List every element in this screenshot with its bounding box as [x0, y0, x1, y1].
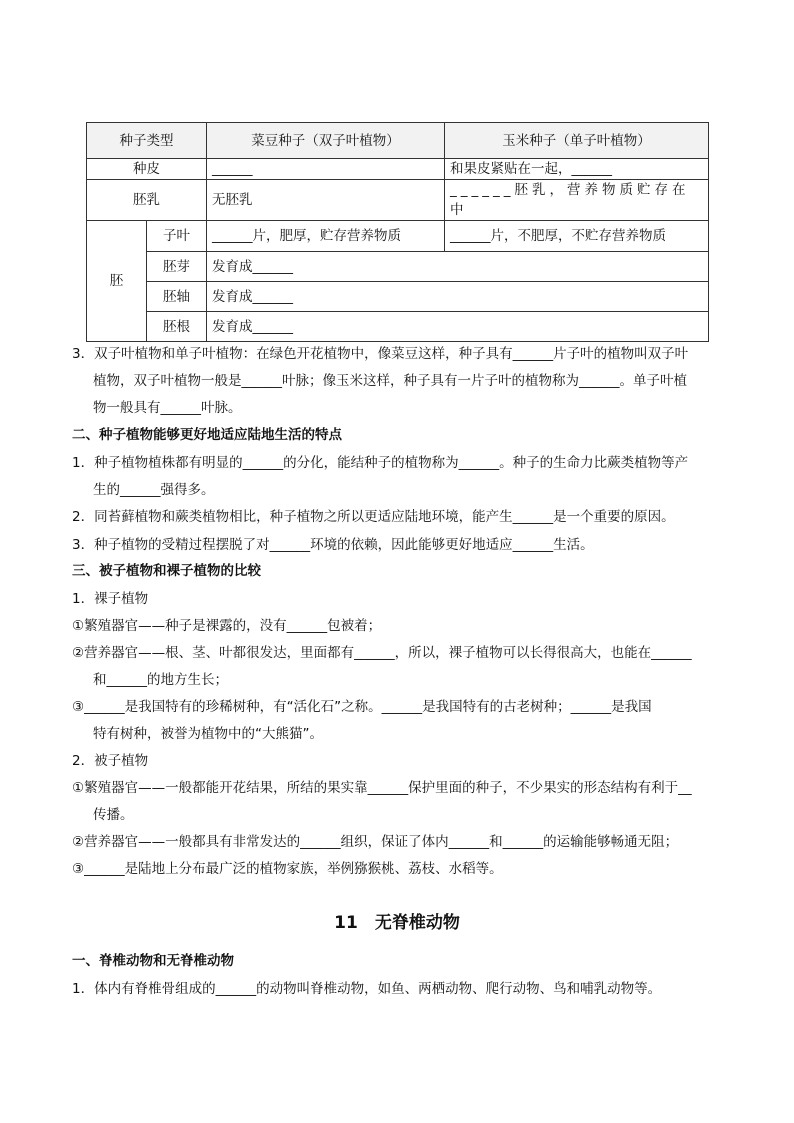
paragraph-line: ①繁殖器官——一般都能开花结果，所结的果实靠______保护里面的种子，不少果实的形态结构有利于__ [72, 780, 692, 796]
paragraph-line: ③______是陆地上分布最广泛的植物家族，举例猕猴桃、荔枝、水稻等。 [72, 861, 503, 877]
bean-endosperm: 无胚乳 [207, 180, 445, 221]
paragraph-line: 3．种子植物的受精过程摆脱了对______环境的依赖，因此能够更好地适应______生活。 [72, 537, 594, 553]
paragraph-line: 和______的地方生长； [93, 672, 228, 688]
bean-seed-coat: ______ [207, 159, 445, 180]
row-label-radicle: 胚根 [147, 312, 207, 342]
row-label-embryo: 胚 [87, 221, 147, 342]
row-label-endosperm: 胚乳 [87, 180, 207, 221]
paragraph-line: 3．双子叶植物和单子叶植物：在绿色开花植物中，像菜豆这样，种子具有______片子叶的植物叫双子叶 [72, 346, 689, 362]
hypocotyl-value: 发育成______ [207, 282, 709, 312]
table-header-row [87, 123, 709, 159]
paragraph-line: 传播。 [93, 807, 134, 823]
bean-cotyledon: ______片，肥厚，贮存营养物质 [207, 221, 445, 252]
corn-endosperm-line1: ______胚乳，营养物质贮存在 [450, 182, 690, 198]
corn-seed-coat: 和果皮紧贴在一起，______ [445, 159, 709, 180]
section-heading: 二、种子植物能够更好地适应陆地生活的特点 [72, 427, 342, 443]
row-label-plumule: 胚芽 [147, 252, 207, 282]
section-heading: 一、脊椎动物和无脊椎动物 [72, 953, 234, 969]
table-row-cotyledon [87, 221, 709, 252]
table-row-hypocotyl [87, 282, 709, 312]
row-label-seed-coat: 种皮 [87, 159, 207, 180]
paragraph-line: 2．同苔藓植物和蕨类植物相比，种子植物之所以更适应陆地环境，能产生______是一个重要的原因。 [72, 509, 675, 525]
paragraph-line: 1．体内有脊椎骨组成的______的动物叫脊椎动物，如鱼、两栖动物、爬行动物、鸟和哺乳动物等。 [72, 981, 662, 997]
plumule-value: 发育成______ [207, 252, 709, 282]
paragraph-line: 特有树种，被誉为植物中的“大熊猫”。 [93, 726, 323, 742]
header-corn-seed: 玉米种子（单子叶植物） [445, 123, 709, 159]
seed-comparison-table [86, 122, 709, 342]
table-row-endosperm [87, 180, 709, 221]
paragraph-line: ①繁殖器官——种子是裸露的，没有______包被着； [72, 618, 382, 634]
paragraph-line: ②营养器官——根、茎、叶都很发达，里面都有______，所以，裸子植物可以长得很高大，也能在______ [72, 645, 692, 661]
paragraph-line: 1．种子植物植株都有明显的______的分化，能结种子的植物称为______。种子的生命力比蕨类植物等产 [72, 455, 689, 471]
corn-endosperm [445, 180, 709, 221]
paragraph-line: 生的______强得多。 [93, 482, 215, 498]
table-row-seed-coat [87, 159, 709, 180]
chapter-title: 11 无脊椎动物 [334, 913, 460, 933]
paragraph-line: 植物，双子叶植物一般是______叶脉；像玉米这样，种子具有一片子叶的植物称为______。单子叶植 [93, 373, 687, 389]
header-bean-seed: 菜豆种子（双子叶植物） [207, 123, 445, 159]
row-label-hypocotyl: 胚轴 [147, 282, 207, 312]
paragraph-line: 1．裸子植物 [72, 591, 149, 607]
corn-endosperm-line2: 中 [450, 202, 464, 218]
header-seed-type: 种子类型 [87, 123, 207, 159]
paragraph-line: ③______是我国特有的珍稀树种，有“活化石”之称。______是我国特有的古老树种；______是我国 [72, 699, 652, 715]
corn-cotyledon: ______片，不肥厚，不贮存营养物质 [445, 221, 709, 252]
radicle-value: 发育成______ [207, 312, 709, 342]
table-row-radicle [87, 312, 709, 342]
paragraph-line: 2．被子植物 [72, 753, 149, 769]
paragraph-line: ②营养器官——一般都具有非常发达的______组织，保证了体内______和______的运输能够畅通无阻； [72, 834, 679, 850]
section-heading: 三、被子植物和裸子植物的比较 [72, 563, 261, 579]
row-label-cotyledon: 子叶 [147, 221, 207, 252]
paragraph-line: 物一般具有______叶脉。 [93, 400, 242, 416]
table-row-plumule [87, 252, 709, 282]
